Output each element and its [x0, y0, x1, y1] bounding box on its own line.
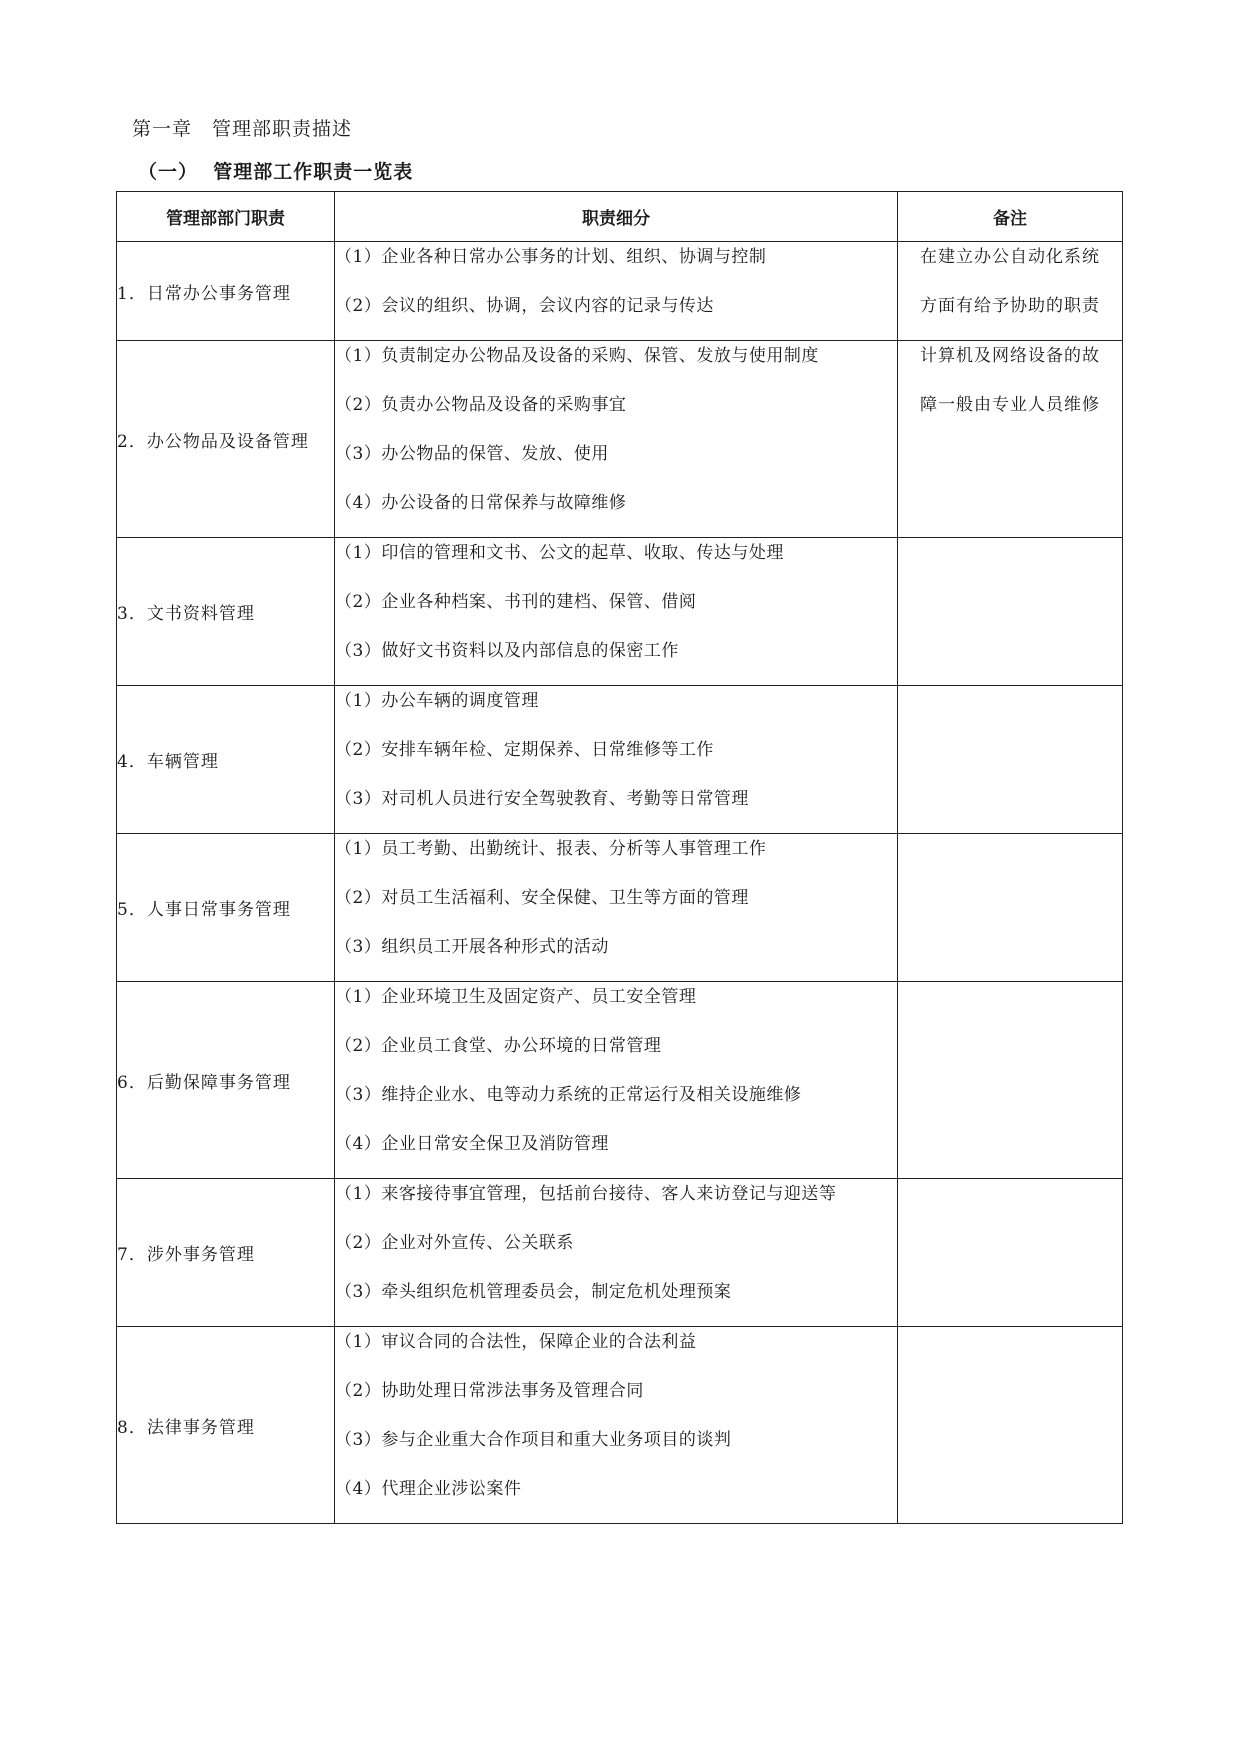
detail-item: （1）来客接待事宜管理，包括前台接待、客人来访登记与迎送等 — [335, 1184, 837, 1204]
table-header-row — [117, 192, 1123, 242]
table-row — [117, 242, 1123, 341]
detail-item: （2）安排车辆年检、定期保养、日常维修等工作 — [335, 740, 714, 760]
remark-cell — [898, 982, 1123, 1179]
detail-item: （2）企业对外宣传、公关联系 — [335, 1233, 574, 1253]
details-cell — [335, 834, 898, 982]
detail-item: （4）企业日常安全保卫及消防管理 — [335, 1134, 609, 1154]
remark-line: 在建立办公自动化系统 — [920, 247, 1100, 267]
detail-item: （3）办公物品的保管、发放、使用 — [335, 444, 609, 464]
dept-cell: 1．日常办公事务管理 — [117, 242, 335, 341]
dept-cell: 4．车辆管理 — [117, 686, 335, 834]
details-cell — [335, 538, 898, 686]
remark-cell — [898, 834, 1123, 982]
detail-item: （3）维持企业水、电等动力系统的正常运行及相关设施维修 — [335, 1085, 802, 1105]
table-row — [117, 1327, 1123, 1524]
table-row — [117, 538, 1123, 686]
detail-item: （1）员工考勤、出勤统计、报表、分析等人事管理工作 — [335, 839, 767, 859]
detail-item: （2）对员工生活福利、安全保健、卫生等方面的管理 — [335, 888, 749, 908]
details-cell — [335, 1327, 898, 1524]
detail-item: （2）负责办公物品及设备的采购事宜 — [335, 395, 627, 415]
section-title: （一） 管理部工作职责一览表 — [138, 161, 414, 183]
details-cell — [335, 982, 898, 1179]
detail-item: （2）会议的组织、协调，会议内容的记录与传达 — [335, 296, 714, 316]
header-details: 职责细分 — [335, 192, 898, 242]
details-cell — [335, 242, 898, 341]
remark-cell — [898, 242, 1123, 341]
details-cell — [335, 686, 898, 834]
table-row — [117, 341, 1123, 538]
dept-cell: 8．法律事务管理 — [117, 1327, 335, 1524]
detail-item: （2）企业各种档案、书刊的建档、保管、借阅 — [335, 592, 697, 612]
remark-cell — [898, 341, 1123, 538]
remark-cell — [898, 1179, 1123, 1327]
dept-cell: 6．后勤保障事务管理 — [117, 982, 335, 1179]
dept-cell: 5．人事日常事务管理 — [117, 834, 335, 982]
remark-line: 方面有给予协助的职责 — [920, 296, 1100, 316]
table-row — [117, 982, 1123, 1179]
detail-item: （2）企业员工食堂、办公环境的日常管理 — [335, 1036, 662, 1056]
chapter-title: 第一章 管理部职责描述 — [132, 118, 353, 140]
header-dept: 管理部部门职责 — [117, 192, 335, 242]
remark-cell — [898, 1327, 1123, 1524]
details-cell — [335, 1179, 898, 1327]
table-row — [117, 1179, 1123, 1327]
dept-cell: 7．涉外事务管理 — [117, 1179, 335, 1327]
detail-item: （1）企业各种日常办公事务的计划、组织、协调与控制 — [335, 247, 767, 267]
detail-item: （3）做好文书资料以及内部信息的保密工作 — [335, 641, 679, 661]
detail-item: （1）审议合同的合法性，保障企业的合法利益 — [335, 1332, 697, 1352]
details-cell — [335, 341, 898, 538]
detail-item: （4）代理企业涉讼案件 — [335, 1479, 522, 1499]
remark-line: 计算机及网络设备的故 — [920, 346, 1100, 366]
detail-item: （2）协助处理日常涉法事务及管理合同 — [335, 1381, 644, 1401]
detail-item: （1）印信的管理和文书、公文的起草、收取、传达与处理 — [335, 543, 784, 563]
remark-cell — [898, 686, 1123, 834]
detail-item: （3）参与企业重大合作项目和重大业务项目的谈判 — [335, 1430, 732, 1450]
remark-line: 障一般由专业人员维修 — [920, 395, 1100, 415]
header-remarks: 备注 — [898, 192, 1123, 242]
dept-cell: 2．办公物品及设备管理 — [117, 341, 335, 538]
duty-table — [116, 191, 1123, 1524]
dept-cell: 3．文书资料管理 — [117, 538, 335, 686]
detail-item: （3）对司机人员进行安全驾驶教育、考勤等日常管理 — [335, 789, 749, 809]
remark-cell — [898, 538, 1123, 686]
detail-item: （1）办公车辆的调度管理 — [335, 691, 539, 711]
detail-item: （3）牵头组织危机管理委员会，制定危机处理预案 — [335, 1282, 732, 1302]
table-row — [117, 686, 1123, 834]
table-row — [117, 834, 1123, 982]
detail-item: （1）负责制定办公物品及设备的采购、保管、发放与使用制度 — [335, 346, 819, 366]
detail-item: （4）办公设备的日常保养与故障维修 — [335, 493, 627, 513]
detail-item: （3）组织员工开展各种形式的活动 — [335, 937, 609, 957]
detail-item: （1）企业环境卫生及固定资产、员工安全管理 — [335, 987, 697, 1007]
